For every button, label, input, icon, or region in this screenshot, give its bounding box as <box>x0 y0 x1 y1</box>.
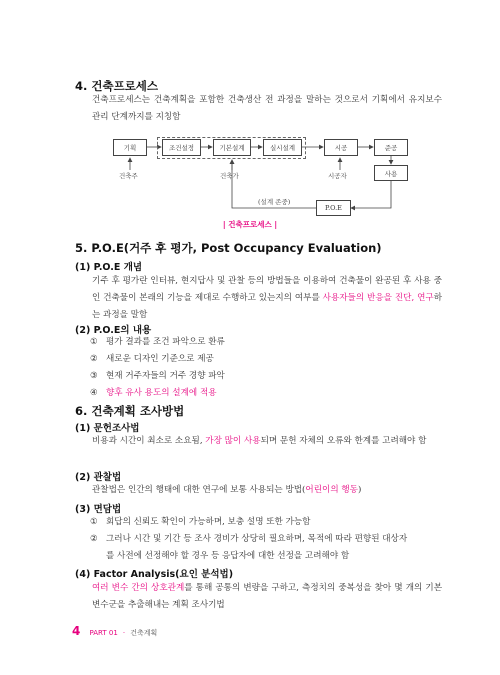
factor-analysis-highlight: 여러 변수 간의 상호관계 <box>92 583 185 593</box>
factor-analysis-text: 를 통해 공통의 변량을 구하고, 측정치의 중복성을 찾아 몇 개의 기본 변수군을 추출해내는 계획 조사기법 <box>92 583 442 610</box>
factor-analysis-paragraph <box>92 580 442 614</box>
literature-text-end: 되며 문헌 자체의 오류와 한계를 고려해야 함 <box>260 436 427 446</box>
list-item <box>90 368 445 385</box>
subheading-observation: (2) 관찰법 <box>75 472 122 483</box>
box-use: 사용 <box>374 165 408 181</box>
label-architect: 건축가 <box>220 172 239 180</box>
list-item <box>90 514 445 531</box>
subheading-interview: (3) 면담법 <box>75 504 122 515</box>
label-feedback: (설계 존중) <box>258 198 291 206</box>
subheading-poe-content: (2) P.O.E의 내용 <box>75 325 152 336</box>
list-highlight: 향후 유사 용도의 설계에 적용 <box>106 388 217 398</box>
subheading-poe-concept: (1) P.O.E 개념 <box>75 262 143 273</box>
list-text-continued: 를 사전에 선정해야 할 경우 등 응답자에 대한 선정을 고려해야 함 <box>106 551 350 561</box>
process-paragraph: 건축프로세스는 건축계획을 포함한 건축생산 전 과정을 말하는 것으로서 기획에서 유지보수 관리 단계까지를 지칭함 <box>92 95 442 122</box>
list-number: ② <box>90 534 98 544</box>
footer-chapter: 건축계획 <box>130 629 158 637</box>
section-heading-survey: 6. 건축계획 조사방법 <box>75 404 185 418</box>
section-heading-process: 4. 건축프로세스 <box>75 79 159 93</box>
list-text: 현재 거주자들의 거주 경향 파악 <box>106 371 225 381</box>
literature-highlight: 가장 많이 사용 <box>205 436 261 446</box>
literature-text: 비용과 시간이 최소로 소요됨, <box>92 436 206 446</box>
page-number: 4 <box>72 624 81 638</box>
list-text: 그러나 시간 및 기간 등 조사 경비가 상당히 필요하며, 목적에 따라 편향된 대상자 <box>106 534 408 544</box>
list-number: ① <box>90 337 98 347</box>
list-item <box>90 531 445 565</box>
poe-concept-text-end: 하는 과정을 말함 <box>92 293 442 320</box>
diagram-connectors <box>0 0 500 240</box>
subheading-literature: (1) 문헌조사법 <box>75 423 140 434</box>
diagram-caption: | 건축프로세스 | <box>222 220 278 229</box>
box-detail-design: 실시설계 <box>263 139 302 156</box>
observation-paragraph <box>92 482 442 499</box>
list-item <box>90 334 445 351</box>
poe-concept-paragraph <box>92 273 442 324</box>
list-number: ④ <box>90 388 98 398</box>
box-basic-design: 기본설계 <box>213 139 251 156</box>
box-construction: 시공 <box>324 139 358 156</box>
list-item <box>90 385 445 402</box>
poe-concept-highlight: 사용자들의 반응을 진단, 연구 <box>322 293 434 303</box>
box-conditions: 조건설정 <box>162 139 201 156</box>
label-client: 건축주 <box>119 172 138 180</box>
observation-text-end: ) <box>357 485 362 495</box>
list-text: 평가 결과를 조건 파악으로 환류 <box>106 337 225 347</box>
page-footer <box>72 620 157 639</box>
poe-concept-text: 기주 후 평가란 인터뷰, 현지답사 및 관찰 등의 방법들을 이용하여 건축물이 완공된 후 사용 중인 건축물이 본래의 기능을 제대로 수행하고 있는지의 여부를 <box>92 276 442 303</box>
list-number: ① <box>90 517 98 527</box>
footer-separator: · <box>122 629 126 637</box>
literature-paragraph <box>92 433 442 450</box>
box-poe: P.O.E <box>316 200 351 216</box>
observation-highlight: 어린이의 행동 <box>305 485 358 495</box>
list-text: 새로운 디자인 기준으로 제공 <box>106 354 214 364</box>
label-contractor: 시공자 <box>328 172 347 180</box>
observation-text: 관찰법은 인간의 행태에 대한 연구에 보통 사용되는 방법( <box>92 485 306 495</box>
box-planning: 기획 <box>113 139 147 156</box>
box-completion: 준공 <box>374 139 408 156</box>
list-number: ③ <box>90 371 98 381</box>
list-text: 회답의 신뢰도 확인이 가능하며, 보충 설명 또한 가능함 <box>106 517 311 527</box>
list-number: ② <box>90 354 98 364</box>
footer-part: PART 01 <box>89 629 118 637</box>
subheading-factor-analysis: (4) Factor Analysis(요인 분석법) <box>75 569 234 580</box>
list-item <box>90 351 445 368</box>
section-heading-poe: 5. P.O.E(거주 후 평가, Post Occupancy Evaluation) <box>75 241 382 255</box>
